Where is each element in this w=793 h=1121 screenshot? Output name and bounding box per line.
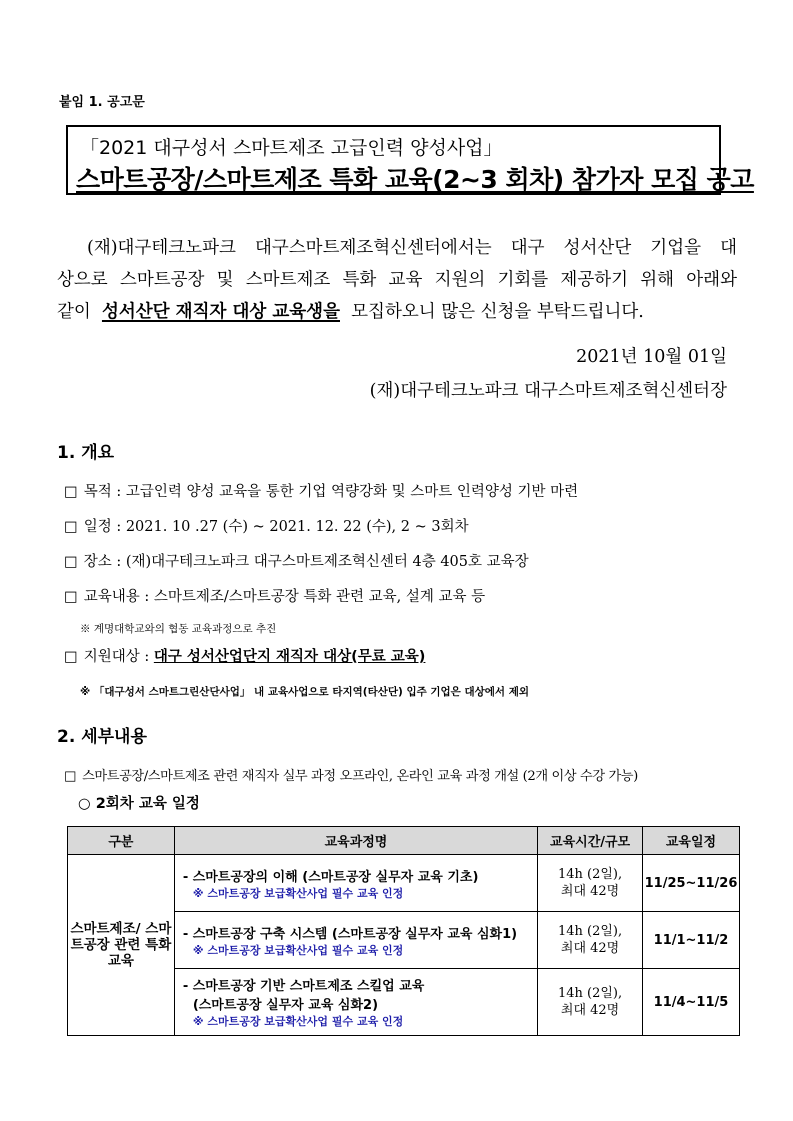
- category-cell: 스마트제조/ 스마트공장 관련 특화교육: [68, 855, 175, 1036]
- table-header-row: [68, 827, 740, 855]
- header-category: 구분: [68, 827, 175, 855]
- course-name: - 스마트공장 기반 스마트제조 스킬업 교육: [182, 979, 425, 994]
- duration-capacity: 최대 42명: [560, 884, 620, 899]
- duration-hours: 14h (2일),: [557, 924, 623, 939]
- date-cell: 11/25~11/26: [642, 855, 739, 912]
- content-item: [64, 585, 485, 606]
- duration-cell: [538, 912, 643, 969]
- schedule-table: [67, 826, 740, 1036]
- duration-cell: [538, 855, 643, 912]
- organization-name: (재)대구테크노파크 대구스마트제조혁신센터장: [369, 381, 727, 401]
- intro-line3-post: 모집하오니 많은 신청을 부탁드립니다.: [351, 302, 644, 322]
- target-value: 대구 성서산업단지 재직자 대상(무료 교육): [153, 649, 426, 665]
- intro-line2: 상으로 스마트공장 및 스마트제조 특화 교육 지원의 기회를 제공하기 위해 아래와: [57, 270, 737, 290]
- intro-line1: (재)대구테크노파크 대구스마트제조혁신센터에서는 대구 성서산단 기업을 대: [87, 238, 737, 258]
- notice-date: 2021년 10월 01일: [576, 347, 727, 367]
- attachment-label: 붙임 1. 공고문: [59, 95, 145, 110]
- course-name: - 스마트공장의 이해 (스마트공장 실무자 교육 기초): [182, 869, 479, 885]
- header-date: 교육일정: [642, 827, 739, 855]
- purpose-item: [64, 480, 578, 501]
- date-cell: 11/4~11/5: [642, 969, 739, 1036]
- checkbox-bullet-icon: □: [64, 769, 77, 784]
- checkbox-bullet-icon: □: [64, 519, 78, 535]
- checkbox-bullet-icon: □: [64, 589, 78, 605]
- checkbox-bullet-icon: □: [64, 649, 78, 665]
- header-duration: 교육시간/규모: [538, 827, 643, 855]
- table-row: [68, 855, 740, 912]
- intro-line3: [57, 296, 737, 328]
- duration-hours: 14h (2일),: [557, 867, 623, 882]
- location-item: [64, 550, 529, 571]
- course-cell: [174, 912, 537, 969]
- checkbox-bullet-icon: □: [64, 484, 78, 500]
- course-desc-text: 스마트공장/스마트제조 관련 재직자 실무 과정 오프라인, 온라인 교육 과정 개설 (2개 이상 수강 가능): [82, 769, 638, 784]
- schedule-item: [64, 515, 469, 536]
- course-desc-item: [64, 765, 638, 784]
- title-box: [66, 125, 754, 195]
- checkbox-bullet-icon: □: [64, 554, 78, 570]
- course-name-line2: (스마트공장 실무자 교육 심화2): [192, 998, 379, 1013]
- course-note: ※ 스마트공장 보급확산사업 필수 교육 인정: [192, 886, 404, 900]
- date-cell: 11/1~11/2: [642, 912, 739, 969]
- duration-capacity: 최대 42명: [560, 941, 620, 956]
- section2-heading: 2. 세부내용: [57, 727, 147, 747]
- target-item: [64, 645, 425, 666]
- location-text: 장소 : (재)대구테크노파크 대구스마트제조혁신센터 4층 405호 교육장: [83, 554, 529, 570]
- schedule-subheading: ○ 2회차 교육 일정: [78, 796, 200, 812]
- intro-paragraph: [57, 232, 737, 328]
- section1-heading: 1. 개요: [57, 443, 115, 463]
- exclusion-note: ※ 「대구성서 스마트그린산단사업」 내 교육사업으로 타지역(타산단) 입주 기업은 대상에서 제외: [80, 686, 529, 698]
- target-label: 지원대상 :: [83, 649, 150, 665]
- duration-cell: [538, 969, 643, 1036]
- title-line2: 스마트공장/스마트제조 특화 교육(2~3 회차) 참가자 모집 공고: [76, 165, 754, 194]
- intro-line3-pre: 같이: [57, 302, 91, 322]
- content-text: 교육내용 : 스마트제조/스마트공장 특화 관련 교육, 설계 교육 등: [83, 589, 486, 605]
- course-cell: [174, 969, 537, 1036]
- schedule-text: 일정 : 2021. 10 .27 (수) ~ 2021. 12. 22 (수), 2 ~ 3회차: [83, 519, 469, 535]
- course-note: ※ 스마트공장 보급확산사업 필수 교육 인정: [192, 1015, 404, 1028]
- duration-hours: 14h (2일),: [557, 986, 623, 1001]
- cooperation-note: ※ 계명대학교와의 협동 교육과정으로 추진: [80, 623, 277, 635]
- course-name: - 스마트공장 구축 시스템 (스마트공장 실무자 교육 심화1): [182, 926, 518, 942]
- intro-highlight: 성서산단 재직자 대상 교육생을: [101, 302, 340, 322]
- header-course: 교육과정명: [174, 827, 537, 855]
- duration-capacity: 최대 42명: [560, 1003, 620, 1018]
- course-cell: [174, 855, 537, 912]
- course-note: ※ 스마트공장 보급확산사업 필수 교육 인정: [192, 943, 404, 957]
- purpose-text: 목적 : 고급인력 양성 교육을 통한 기업 역량강화 및 스마트 인력양성 기반 마련: [83, 484, 579, 500]
- title-line1: 「2021 대구성서 스마트제조 고급인력 양성사업」: [80, 137, 503, 159]
